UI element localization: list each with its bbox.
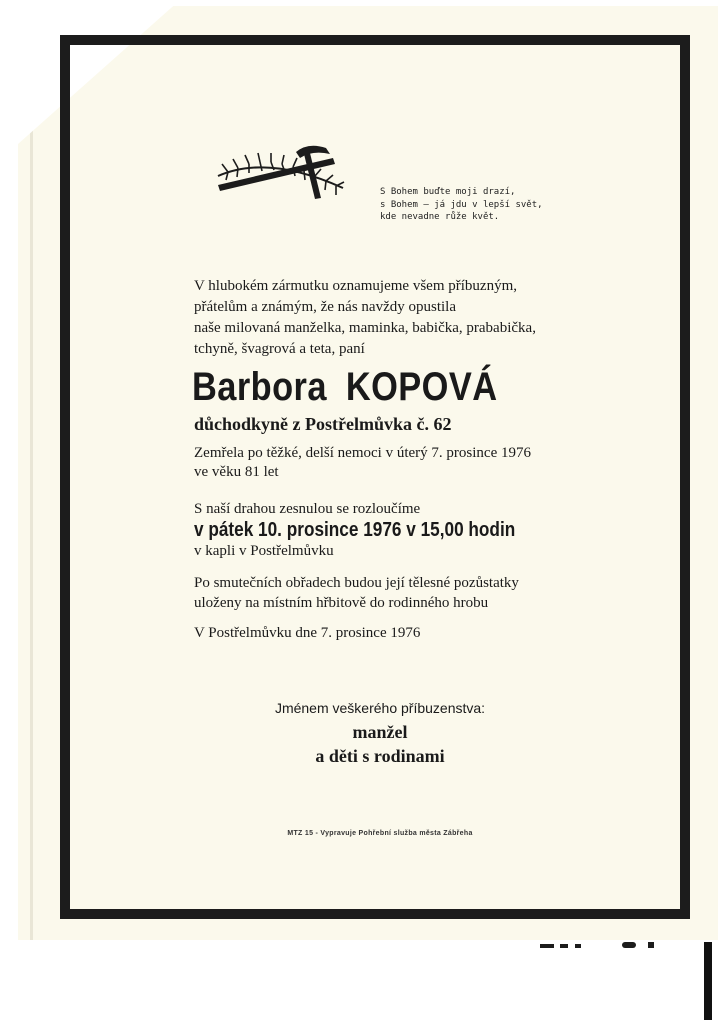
- family-signature: [200, 720, 560, 768]
- intro-line: naše milovaná manželka, maminka, babička, prababička,: [194, 320, 536, 336]
- ink-smudge: [540, 944, 554, 948]
- paper-edge: [30, 60, 33, 940]
- family-label: Jménem veškerého příbuzenstva:: [274, 700, 486, 716]
- farewell-date: v pátek 10. prosince 1976 v 15,00 hodin: [194, 519, 516, 541]
- intro-line: V hlubokém zármutku oznamujeme všem příbuzným,: [194, 278, 517, 294]
- verse-line: kde nevadne růže květ.: [380, 212, 500, 222]
- family-line: a děti s rodinami: [315, 746, 445, 766]
- printer-note: MTZ 15 - Vypravuje Pohřební služba města Zábřeha: [287, 830, 473, 837]
- farewell-intro: S naší drahou zesnulou se rozloučíme: [194, 501, 421, 517]
- burial-line: uloženy na místním hřbitově do rodinného hrobu: [194, 595, 489, 611]
- deceased-occupation: důchodkyně z Postřelmůvka č. 62: [194, 414, 452, 434]
- given-name: Barbora: [192, 365, 327, 409]
- place-and-date: V Postřelmůvku dne 7. prosince 1976: [194, 625, 421, 641]
- family-line: manžel: [352, 722, 408, 742]
- announcement-intro: [194, 276, 574, 360]
- farewell-place: v kapli v Postřelmůvku: [194, 543, 334, 559]
- death-line: ve věku 81 let: [194, 464, 279, 480]
- cross-with-branch-icon: [208, 140, 353, 202]
- farewell-verse: [380, 186, 543, 224]
- surname: KOPOVÁ: [345, 365, 498, 409]
- deceased-name: [192, 365, 498, 410]
- verse-line: S Bohem buďte moji drazí,: [380, 187, 516, 197]
- burial-details: [194, 573, 519, 613]
- ink-smudge: [560, 944, 568, 948]
- intro-line: přátelům a známým, že nás navždy opustila: [194, 299, 456, 315]
- death-line: Zemřela po těžké, delší nemoci v úterý 7. prosince 1976: [194, 445, 531, 461]
- intro-line: tchyně, švagrová a teta, paní: [194, 341, 365, 357]
- burial-line: Po smutečních obřadech budou její tělesné pozůstatky: [194, 575, 519, 591]
- verse-line: s Bohem — já jdu v lepší svět,: [380, 199, 543, 210]
- scan-edge-bar: [704, 942, 712, 1020]
- ink-smudge: [575, 944, 581, 948]
- ink-smudge: [622, 942, 636, 948]
- death-details: [194, 444, 531, 482]
- ink-smudge: [648, 942, 654, 948]
